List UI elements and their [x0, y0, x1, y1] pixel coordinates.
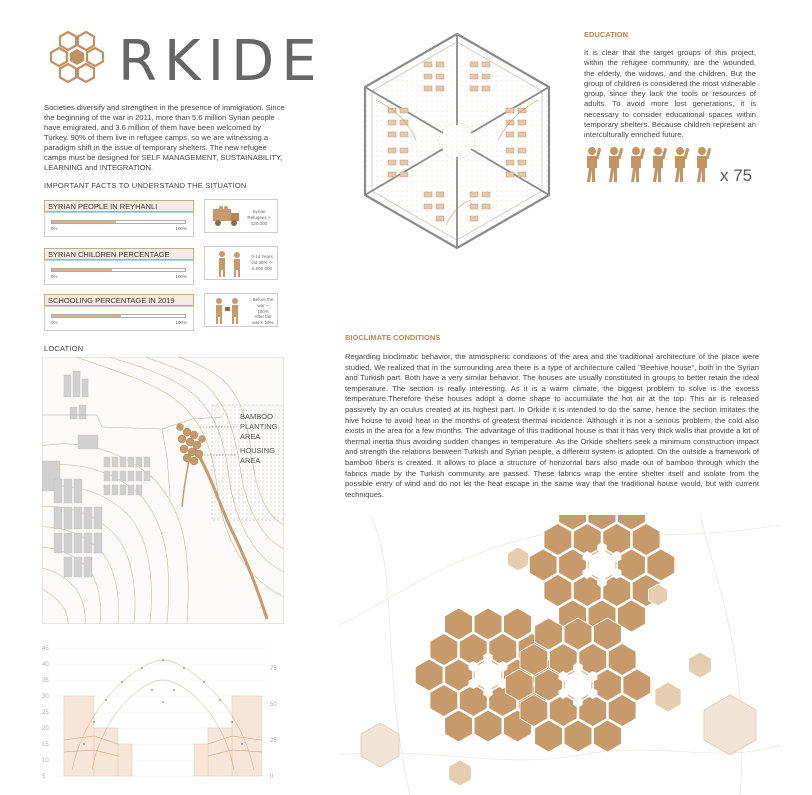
svg-text:15: 15	[42, 742, 49, 748]
shelter-hex	[489, 634, 517, 666]
intro-paragraph: Societies diversify and strengthen in the presence of immigration. Since the beginning of the war in 2011, more than 5.6 million Syrian people have emigrated, and 3.6 million of them have been welcomed by Turkey. 90% of them live in refugee camps, so we are witnessing a paradigm shift in the issue of temporary shelters. The new refugee camps must be designed for SELF MANAGEMENT, SUSTAINABILITY, LEARNING and INTEGRATION.	[44, 103, 285, 172]
courtyard-hex	[583, 569, 592, 579]
education-paragraph: It is clear that the target groups of this project, within the refugee community, are the wounded, the elderly, the widows, and the children. But the group of children is considered the most vulnerable group, since they lack the tools or resources of adults. To avoid more lost generations, it is necessary to consider educational spaces within temporary shelters. Because children represent an interculturally enriched future.	[584, 48, 756, 140]
svg-text:50: 50	[270, 702, 277, 708]
shelter-hex	[474, 608, 502, 640]
svg-text:75: 75	[270, 666, 277, 672]
courtyard-hex	[598, 543, 607, 553]
courtyard-hex	[613, 569, 622, 579]
fact-label-schooling: SCHOOLING PERCENTAGE IN 2019	[44, 294, 194, 306]
shelter-hex	[445, 659, 473, 691]
hexagon-cluster-plan	[340, 515, 780, 795]
facts-heading: IMPORTANT FACTS TO UNDERSTAND THE SITUATION	[44, 181, 247, 190]
courtyard-hex	[574, 697, 583, 707]
svg-text:25: 25	[270, 738, 277, 744]
loose-hex	[449, 760, 472, 786]
shelter-hex	[573, 575, 601, 607]
courtyard-hex	[564, 669, 592, 701]
education-heading: EDUCATION	[584, 30, 629, 39]
courtyard-hex	[583, 552, 592, 562]
shelter-hex	[529, 549, 557, 581]
shelter-section-diagram	[42, 640, 284, 788]
shelter-hex	[459, 634, 487, 666]
shelter-hex	[603, 524, 631, 556]
shelter-hex	[603, 575, 631, 607]
shelter-hex	[504, 608, 532, 640]
shelter-hex	[608, 695, 636, 727]
bamboo-area-label: BAMBOO PLANTING AREA	[240, 412, 278, 441]
bioclimate-heading: BIOCLIMATE CONDITIONS	[345, 333, 441, 342]
shelter-hex	[594, 669, 622, 701]
truck-icon	[209, 205, 243, 229]
loose-hex	[508, 547, 529, 571]
svg-text:40: 40	[42, 662, 49, 668]
shelter-hex	[415, 659, 443, 691]
courtyard-hex	[559, 689, 568, 699]
logo-wordmark: RKIDE	[118, 29, 324, 94]
svg-text:45: 45	[42, 646, 49, 652]
fact-label-children: SYRIAN CHILDREN PERCENTAGE	[44, 248, 194, 260]
shelter-hex	[647, 549, 675, 581]
shelter-hex	[559, 549, 587, 581]
shelter-hex	[445, 710, 473, 742]
shelter-hex	[564, 720, 592, 752]
students-icon	[211, 297, 247, 325]
courtyard-hex	[613, 552, 622, 562]
svg-text:10: 10	[42, 758, 49, 764]
shelter-hex	[430, 634, 458, 666]
svg-text:35: 35	[42, 678, 49, 684]
orkide-logo-icon	[40, 30, 120, 90]
courtyard-hex	[574, 663, 583, 673]
courtyard-hex	[469, 662, 478, 672]
fact-icon-reyhanli: Syrian Refugees > 120.000	[204, 199, 278, 233]
courtyard-hex	[484, 653, 493, 663]
courtyard-hex	[589, 672, 598, 682]
svg-text:30: 30	[42, 694, 49, 700]
shelter-hex	[544, 575, 572, 607]
shelter-hex	[618, 549, 646, 581]
location-heading: LOCATION	[44, 344, 84, 353]
fact-icon-schooling: Before the war ~ 100% After the war < 50%	[204, 293, 278, 327]
shelter-hex	[430, 685, 458, 717]
loose-hex	[361, 723, 399, 767]
fact-bar-schooling: 0% 100%	[44, 306, 194, 331]
fact-bar-reyhanli: 0% 100%	[44, 212, 194, 237]
loose-hex	[689, 652, 712, 678]
shelter-hex	[594, 720, 622, 752]
courtyard-hex	[469, 679, 478, 689]
svg-text:0: 0	[270, 774, 274, 780]
svg-text:5: 5	[42, 774, 46, 780]
courtyard-hex	[474, 659, 502, 691]
children-icon	[213, 250, 247, 278]
fact-label-reyhanli: SYRIAN PEOPLE IN REYHANLI	[44, 200, 194, 212]
fact-icon-children: 0-14 Years old 35% -> 6.000.000	[204, 246, 278, 280]
courtyard-hex	[499, 662, 508, 672]
shelter-hex	[573, 524, 601, 556]
shelter-hex	[623, 669, 651, 701]
shelter-hex	[535, 720, 563, 752]
svg-text:25: 25	[42, 710, 49, 716]
shelter-hex	[549, 695, 577, 727]
children-row-icon	[584, 146, 720, 184]
shelter-hex	[474, 710, 502, 742]
classroom-plan-diagram	[346, 30, 568, 252]
courtyard-hex	[484, 687, 493, 697]
site-map	[42, 357, 284, 624]
shelter-hex	[445, 608, 473, 640]
shelter-hex	[632, 524, 660, 556]
loose-hex	[655, 682, 681, 712]
shelter-hex	[544, 524, 572, 556]
shelter-hex	[459, 685, 487, 717]
courtyard-hex	[598, 577, 607, 587]
shelter-hex	[618, 600, 646, 632]
housing-area-label: HOUSING AREA	[240, 446, 276, 465]
loose-hex	[704, 695, 756, 755]
courtyard-hex	[589, 689, 598, 699]
children-multiplier: x 75	[720, 166, 753, 185]
shelter-hex	[608, 644, 636, 676]
shelter-hex	[579, 695, 607, 727]
svg-text:20: 20	[42, 726, 49, 732]
shelter-hex	[579, 644, 607, 676]
courtyard-hex	[588, 549, 616, 581]
courtyard-hex	[559, 672, 568, 682]
fact-bar-children: 0% 100%	[44, 260, 194, 285]
bioclimate-paragraph: Regarding bioclimatic behavior, the atmospheric conditions of the area and the traditional architecture of the place were studied. We realized that in the surrounding area there is a type of architecture called "Beehive house", both in the Syrian and Turkish part. Both have a very similar behavior. The houses are usually constituted in groups to better retain the ideal temperature. The section is really interesting. As it is a warm climate, the biggest problem to solve is the excess temperature.Therefore these houses adopt a dome shape to accumulate the hot air at the top. This air is released passively by an oculus created at its highest part. In Orkide it is intended to do the same, hence the section imitates the hive house to avoid heat in the months of greatest thermal incidence. Although it is not a serious problem, the cold also exists in the area for a few months. The advantage of this traditional house is that it has very thick walls that provide a lot of thermal inertia thus avoiding sudden changes in temperature. As the Orkide shelters seek a minimum construction impact and strength the relations between Turkish and Syrian people, a different system is adopted. On the outside a framework of bamboo fibers is created. It allows to place a structure of horizontal bars also made out of bamboo through which the fabrics made by the Turkish community are passed. These fabrics wrap the entire shelter itself and isolate from the possible entry of wind and do not let the heat escape in the same way that the traditional house would, but with current techniques.	[345, 352, 759, 499]
